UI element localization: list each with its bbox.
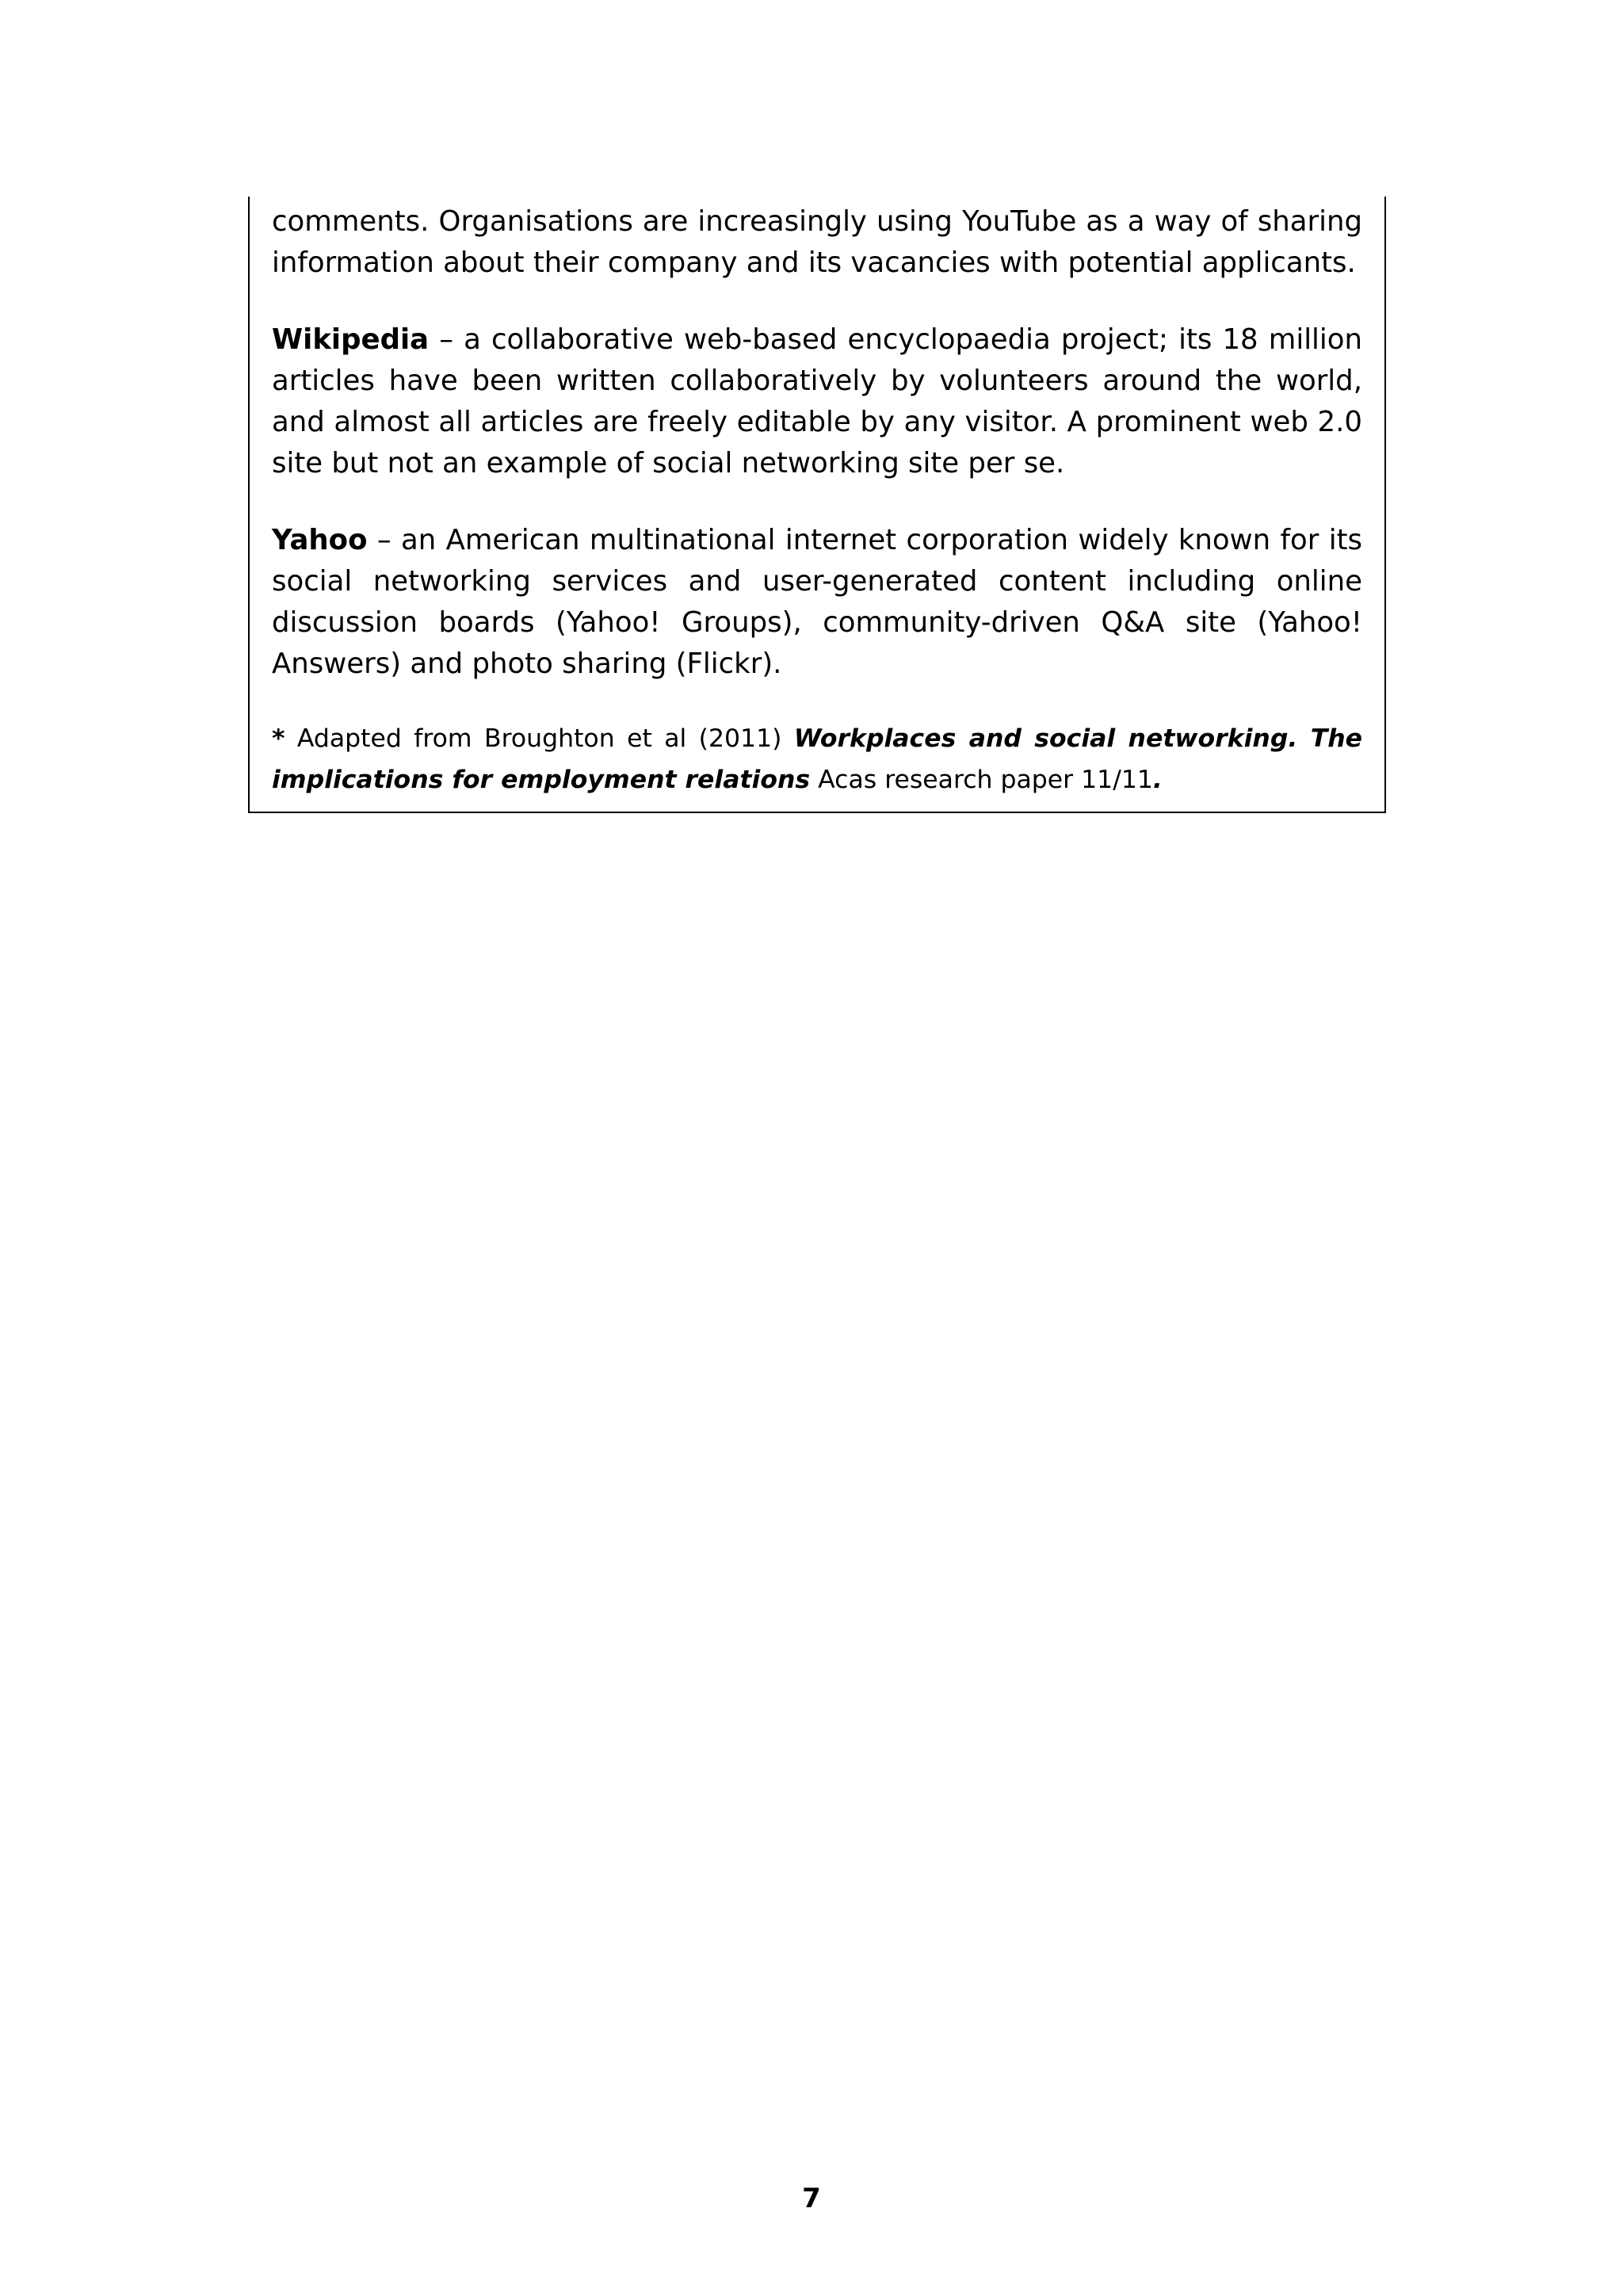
page-number: 7: [802, 2183, 821, 2214]
footnote-end: .: [1152, 766, 1163, 794]
definition-term: Wikipedia: [272, 323, 430, 356]
youtube-continuation-paragraph: [272, 201, 1362, 284]
definition-text: – a collaborative web-based encyclopaedia project; its 18 million articles have been written collaboratively by volunteers around the world, and almost all articles are freely editable by any visitor. A prominent web 2.0 site but not an example of social networking site per se.: [272, 323, 1362, 479]
continuation-text: comments. Organisations are increasingly using YouTube as a way of sharing information about their company and its vacancies with potential applicants.: [272, 205, 1362, 279]
definition-yahoo: [272, 520, 1362, 685]
footnote-marker: *: [272, 724, 285, 753]
footnote-prefix: Adapted from Broughton et al (2011): [285, 724, 794, 753]
glossary-box: [248, 197, 1386, 813]
footnote-publication-title: Workplaces and social networking. The implications for employment relations: [272, 724, 1362, 794]
source-footnote: [272, 718, 1362, 800]
definition-term: Yahoo: [272, 524, 368, 556]
footnote-suffix: Acas research paper 11/11: [810, 766, 1153, 794]
definition-text: – an American multinational internet corporation widely known for its social networking services and user-generated content including online discussion boards (Yahoo! Groups), community-driven Q&A site (Yahoo! Answers) and photo sharing (Flickr).: [272, 524, 1362, 680]
definition-wikipedia: [272, 319, 1362, 484]
